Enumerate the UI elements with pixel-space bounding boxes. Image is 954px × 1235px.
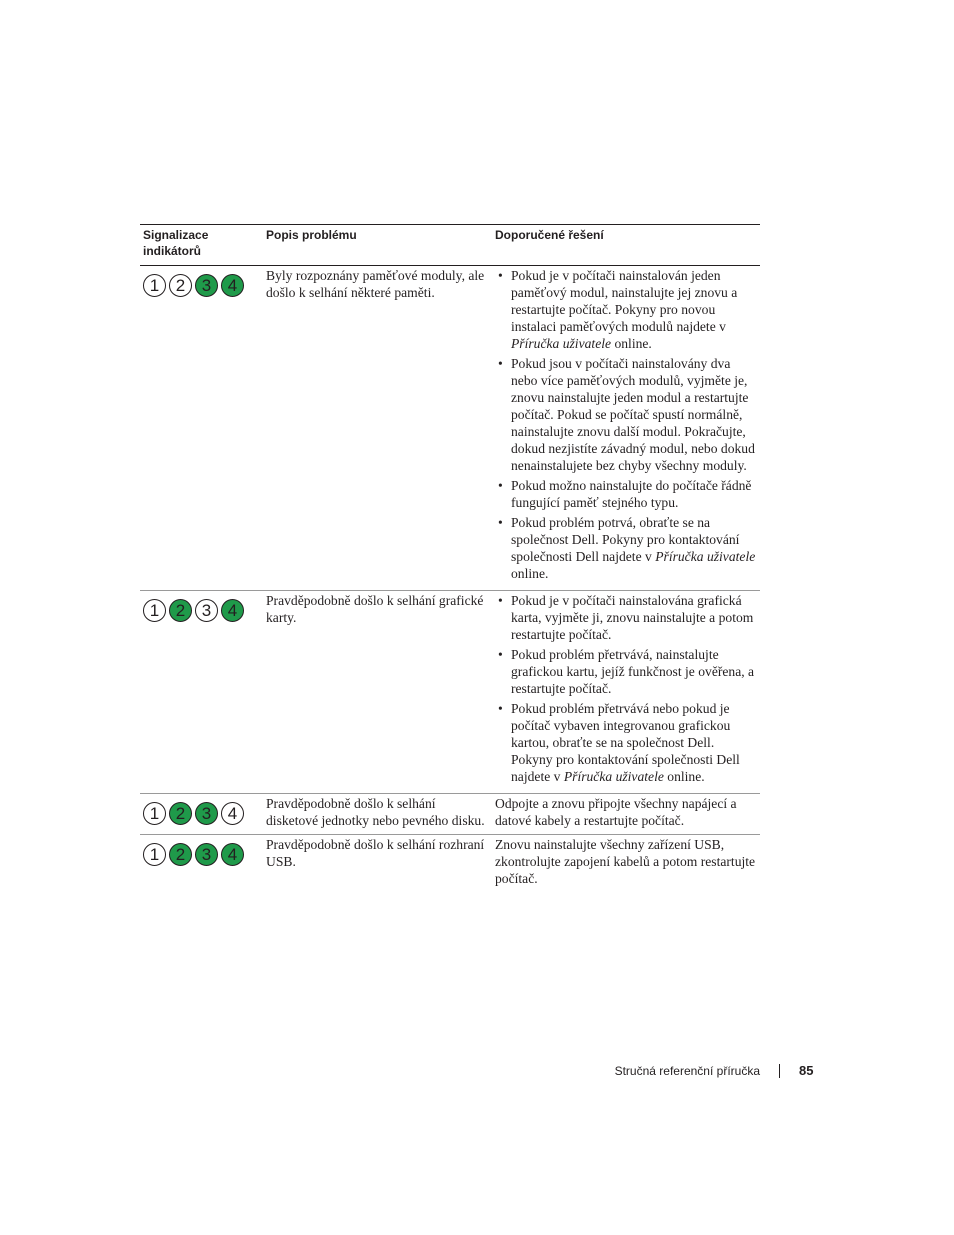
page-footer <box>0 1062 954 1082</box>
solution-text: Pokud jsou v počítači nainstalovány dva nebo více paměťových modulů, vyjměte je, znovu nainstalujte jeden modul a restartujte počítač. Pokud se počítač spustí normálně, nainstalujte znovu další modul. Pokračujte, dokud nezjistíte závadný modul, nebo dokud nenainstalujete bez chyby všechny moduly. <box>511 356 755 473</box>
solution-list-item <box>495 700 757 785</box>
footer-title: Stručná referenční příručka <box>614 1064 760 1078</box>
diagnostic-light-icon: 2 <box>169 599 192 622</box>
solution-list-item <box>495 267 757 352</box>
header-recommended-solution: Doporučené řešení <box>495 228 604 242</box>
diagnostic-light-icon: 3 <box>195 274 218 297</box>
diagnostic-light-icon: 3 <box>195 802 218 825</box>
diagnostic-lights <box>143 836 260 866</box>
diagnostic-lights-table <box>140 224 760 892</box>
diagnostic-light-icon: 3 <box>195 599 218 622</box>
diagnostic-light-icon: 1 <box>143 274 166 297</box>
solution-list-item <box>495 592 757 643</box>
solution-list <box>495 267 757 582</box>
solution-list-item <box>495 355 757 474</box>
diagnostic-lights <box>143 795 260 825</box>
diagnostic-lights-table-container <box>140 224 760 892</box>
diagnostic-light-icon: 1 <box>143 599 166 622</box>
footer-separator <box>779 1064 780 1078</box>
light-pattern-cell <box>140 266 263 591</box>
solution-text: Pokud je v počítači nainstalována grafická karta, vyjměte ji, znovu nainstalujte a potom restartujte počítač. <box>511 593 754 642</box>
problem-description: Pravděpodobně došlo k selhání grafické karty. <box>266 593 484 625</box>
table-header <box>140 225 760 266</box>
diagnostic-light-icon: 1 <box>143 802 166 825</box>
light-pattern-cell <box>140 835 263 893</box>
diagnostic-lights <box>143 267 260 297</box>
solution-text: Pokud je v počítači nainstalován jeden paměťový modul, nainstalujte jej znovu a restartujte počítač. Pokyny pro novou instalaci paměťových modulů najdete v <box>511 268 738 334</box>
table-row <box>140 591 760 794</box>
recommended-solution: Znovu nainstalujte všechny zařízení USB, zkontrolujte zapojení kabelů a potom restartujte počítač. <box>495 837 756 886</box>
diagnostic-light-icon: 4 <box>221 802 244 825</box>
diagnostic-light-icon: 4 <box>221 274 244 297</box>
solution-text: Pokud možno nainstalujte do počítače řádně fungující paměť stejného typu. <box>511 478 752 510</box>
diagnostic-light-icon: 4 <box>221 843 244 866</box>
diagnostic-light-icon: 3 <box>195 843 218 866</box>
table-row <box>140 266 760 591</box>
solution-list <box>495 592 757 785</box>
problem-description: Byly rozpoznány paměťové moduly, ale došlo k selhání některé paměti. <box>266 268 485 300</box>
solution-text-suffix: online. <box>663 769 705 784</box>
manual-reference: Příručka uživatele <box>563 769 664 784</box>
diagnostic-light-icon: 2 <box>169 802 192 825</box>
table-row <box>140 794 760 835</box>
manual-reference: Příručka uživatele <box>511 336 612 351</box>
recommended-solution: Odpojte a znovu připojte všechny napájecí a datové kabely a restartujte počítač. <box>495 796 737 828</box>
solution-list-item <box>495 514 757 582</box>
solution-text: Pokud problém přetrvává, nainstalujte grafickou kartu, jejíž funkčnost je ověřena, a restartujte počítač. <box>511 647 755 696</box>
light-pattern-cell <box>140 794 263 835</box>
problem-description: Pravděpodobně došlo k selhání disketové jednotky nebo pevného disku. <box>266 796 485 828</box>
page-number: 85 <box>799 1063 814 1078</box>
table-header-row <box>140 225 760 266</box>
light-pattern-cell <box>140 591 263 794</box>
header-problem-description: Popis problému <box>266 228 357 242</box>
recommended-solution <box>492 266 760 591</box>
diagnostic-light-icon: 4 <box>221 599 244 622</box>
table-row <box>140 835 760 893</box>
diagnostic-light-icon: 2 <box>169 274 192 297</box>
solution-text: Pokud problém přetrvává nebo pokud je počítač vybaven integrovanou grafickou kartou, obraťte se na společnost Dell. Pokyny pro kontaktování společnosti Dell najdete v <box>511 701 740 784</box>
solution-list-item <box>495 477 757 511</box>
manual-reference: Příručka uživatele <box>655 549 756 564</box>
solution-text: Pokud problém potrvá, obraťte se na společnost Dell. Pokyny pro kontaktování společnosti Dell najdete v <box>511 515 740 564</box>
problem-description: Pravděpodobně došlo k selhání rozhraní USB. <box>266 837 485 869</box>
diagnostic-light-icon: 1 <box>143 843 166 866</box>
diagnostic-light-icon: 2 <box>169 843 192 866</box>
diagnostic-lights <box>143 592 260 622</box>
solution-text-suffix: online. <box>511 566 549 581</box>
header-light-pattern: Signalizace indikátorů <box>143 228 209 258</box>
solution-list-item <box>495 646 757 697</box>
table-body <box>140 266 760 893</box>
solution-text-suffix: online. <box>611 336 652 351</box>
recommended-solution <box>492 591 760 794</box>
